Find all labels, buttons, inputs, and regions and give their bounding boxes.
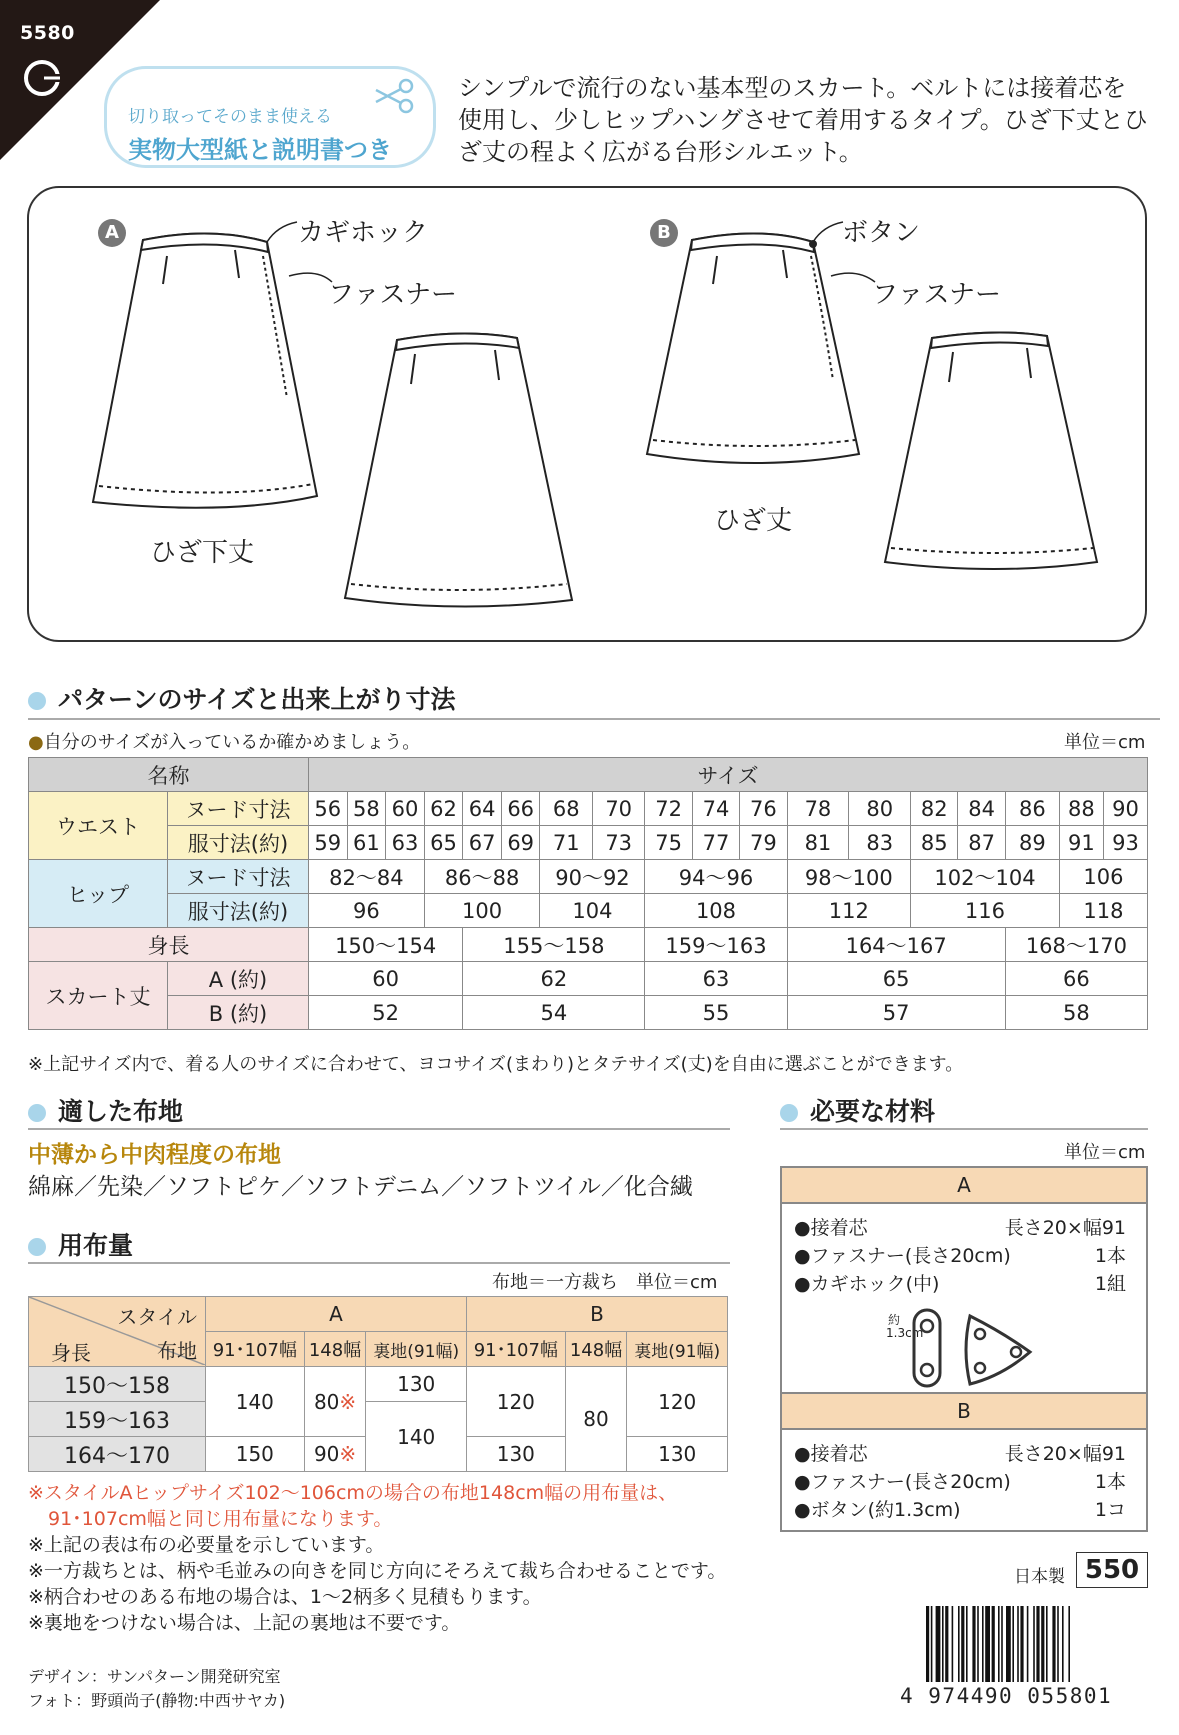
size-note: ●自分のサイズが入っているか確かめましょう。 <box>28 732 421 753</box>
description-line: 使用し、少しヒップハングさせて着用するタイプ。ひざ下丈とひ <box>458 106 1148 134</box>
size-table <box>28 757 1148 1030</box>
barcode-bar <box>977 1606 979 1682</box>
design-credit: デザイン：サンパターン開発研究室 <box>28 1667 281 1686</box>
button-label: ボタン <box>842 218 921 248</box>
divider <box>28 718 1160 720</box>
header-height: 身長 <box>51 1341 91 1365</box>
barcode-bar <box>1020 1606 1023 1682</box>
hip-garment-cell: 118 <box>1059 894 1147 928</box>
divider <box>28 1128 730 1130</box>
waist-nude-cell: 68 <box>540 792 592 826</box>
barcode-bar <box>1062 1606 1064 1682</box>
hip-nude-cell: 106 <box>1059 860 1147 894</box>
waist-nude-cell: 66 <box>501 792 540 826</box>
waist-nude-label: ヌード寸法 <box>168 792 309 826</box>
waist-nude-cell: 62 <box>424 792 463 826</box>
bullet-icon <box>28 1238 46 1256</box>
barcode-bar <box>985 1606 990 1682</box>
size-section-title: パターンのサイズと出来上がり寸法 <box>28 680 456 716</box>
hook-label: カギホック <box>298 218 429 248</box>
hip-nude-cell: 86〜88 <box>424 860 540 894</box>
length-label-b: ひざ丈 <box>714 506 793 536</box>
barcode-bar <box>1033 1606 1035 1682</box>
skirt-b-cell: 58 <box>1005 996 1147 1030</box>
badge-line1: 切り取ってそのまま使える <box>128 107 332 127</box>
note-line: ※上記の表は布の必要量を示しています。 <box>28 1534 385 1556</box>
materials-box <box>780 1166 1148 1532</box>
waist-garment-cell: 61 <box>347 826 386 860</box>
barcode-bar <box>1027 1606 1029 1682</box>
waist-nude-row <box>29 792 1148 826</box>
b-91-cell: 130 <box>466 1437 565 1472</box>
waist-nude-cell: 78 <box>787 792 849 826</box>
pattern-description <box>458 72 1158 168</box>
leader-zipper-a <box>289 273 332 282</box>
barcode-bar <box>966 1606 968 1682</box>
bullet-icon <box>28 1104 46 1122</box>
note-line: ※裏地をつけない場合は、上記の裏地は不要です。 <box>28 1612 461 1634</box>
skirt-b-front <box>647 233 859 463</box>
made-in-label: 日本製 <box>1014 1567 1065 1587</box>
yardage-notes <box>28 1480 726 1636</box>
a-91-cell: 150 <box>206 1437 305 1472</box>
materials-b-head: B <box>782 1392 1146 1430</box>
note-line: ※柄合わせのある布地の場合は、1〜2柄多く見積もります。 <box>28 1586 542 1608</box>
material-item: ●接着芯 長さ20×幅91 <box>794 1217 1126 1239</box>
barcode-icon <box>924 1606 1146 1694</box>
hook-illustration <box>794 1298 1134 1392</box>
yardage-section-title: 用布量 <box>28 1226 133 1262</box>
barcode-bar <box>1017 1606 1019 1682</box>
hook-size-label: 約1.3cm <box>886 1313 924 1340</box>
barcode-bar <box>1041 1606 1044 1682</box>
header-b-w1: 91･107幅 <box>466 1332 565 1367</box>
height-label: 身長 <box>29 928 309 962</box>
header-a-w3: 裏地(91幅) <box>366 1332 467 1367</box>
height-row-label: 164〜170 <box>29 1437 206 1472</box>
waist-garment-cell: 67 <box>463 826 502 860</box>
waist-garment-cell: 89 <box>1005 826 1059 860</box>
a-lining-cell: 140 <box>366 1402 467 1472</box>
waist-garment-row <box>29 826 1148 860</box>
description-line: シンプルで流行のない基本型のスカート。ベルトには接着芯を <box>458 74 1127 102</box>
waist-garment-cell: 59 <box>309 826 348 860</box>
skirt-a-front <box>93 233 317 507</box>
zipper-label-b: ファスナー <box>872 280 1001 310</box>
hip-nude-cell: 90〜92 <box>540 860 645 894</box>
waist-nude-cell: 76 <box>740 792 787 826</box>
materials-title: 必要な材料 <box>780 1092 935 1128</box>
barcode-bar <box>942 1606 944 1682</box>
materials-unit: 単位＝cm <box>1064 1142 1146 1163</box>
size-unit: 単位＝cm <box>1064 732 1146 753</box>
barcode-bar <box>961 1606 964 1682</box>
waist-garment-cell: 63 <box>386 826 425 860</box>
height-cell: 155〜158 <box>463 928 645 962</box>
waist-garment-cell: 87 <box>958 826 1005 860</box>
skirt-b-cell: 55 <box>645 996 787 1030</box>
yardage-table <box>28 1296 728 1472</box>
skirt-illustrations <box>27 186 1147 642</box>
waist-garment-cell: 69 <box>501 826 540 860</box>
hip-garment-cell: 116 <box>911 894 1060 928</box>
barcode-bar <box>958 1606 960 1682</box>
waist-nude-cell: 84 <box>958 792 1005 826</box>
waist-nude-cell: 72 <box>645 792 692 826</box>
header-a: A <box>206 1297 467 1332</box>
waist-garment-cell: 85 <box>911 826 958 860</box>
skirt-length-label: スカート丈 <box>29 962 168 1030</box>
divider <box>780 1128 1148 1130</box>
waist-nude-cell: 58 <box>347 792 386 826</box>
skirt-b-cell: 54 <box>463 996 645 1030</box>
header-b: B <box>466 1297 727 1332</box>
description-line: ざ丈の程よく広がる台形シルエット。 <box>458 138 863 166</box>
waist-garment-cell: 83 <box>849 826 911 860</box>
header-name: 名称 <box>29 758 309 792</box>
a-lining-cell: 130 <box>366 1367 467 1402</box>
skirt-b-cell: 52 <box>309 996 463 1030</box>
barcode-bar <box>982 1606 984 1682</box>
height-row-label: 159〜163 <box>29 1402 206 1437</box>
waist-garment-cell: 77 <box>692 826 739 860</box>
waist-nude-cell: 60 <box>386 792 425 826</box>
waist-nude-cell: 56 <box>309 792 348 826</box>
hip-nude-cell: 98〜100 <box>787 860 911 894</box>
barcode-bar <box>945 1606 948 1682</box>
skirt-b-back <box>885 332 1097 569</box>
skirt-a-cell: 60 <box>309 962 463 996</box>
skirt-a-cell: 63 <box>645 962 787 996</box>
photo-credit: フォト：野頭尚子(静物:中西サヤカ) <box>28 1691 286 1710</box>
hook-eye-icon <box>910 1306 1070 1392</box>
barcode-bar <box>1057 1606 1059 1682</box>
material-item: ●ファスナー(長さ20cm) 1本 <box>794 1471 1126 1493</box>
skirt-a-cell: 66 <box>1005 962 1147 996</box>
scissors-icon <box>370 76 416 116</box>
header-size: サイズ <box>309 758 1148 792</box>
waist-nude-cell: 82 <box>911 792 958 826</box>
fabric-types: 綿麻／先染／ソフトピケ／ソフトデニム／ソフトツイル／化合繊 <box>28 1174 693 1200</box>
header-a-w2: 148幅 <box>304 1332 366 1367</box>
barcode-bar <box>992 1606 995 1682</box>
material-item: ●カギホック(中) 1組 <box>794 1273 1126 1295</box>
yardage-unit-note: 布地＝一方裁ち 単位＝cm <box>492 1272 718 1293</box>
bullet-icon <box>780 1104 798 1122</box>
material-item: ●接着芯 長さ20×幅91 <box>794 1443 1126 1465</box>
barcode-bar <box>1001 1606 1003 1682</box>
material-item: ●ボタン(約1.3cm) 1コ <box>794 1499 1126 1521</box>
waist-nude-cell: 90 <box>1103 792 1147 826</box>
hip-garment-cell: 104 <box>540 894 645 928</box>
hip-garment-cell: 100 <box>424 894 540 928</box>
hip-garment-cell: 96 <box>309 894 425 928</box>
corner-header-cell <box>29 1297 206 1367</box>
materials-a-head: A <box>782 1168 1146 1204</box>
barcode-bar <box>972 1606 975 1682</box>
waist-label: ウエスト <box>29 792 168 860</box>
hip-nude-label: ヌード寸法 <box>168 860 309 894</box>
skirt-a-label: A (約) <box>168 962 309 996</box>
barcode-bar <box>1068 1606 1070 1682</box>
length-label-a: ひざ下丈 <box>150 538 255 568</box>
leader-zipper-b <box>831 273 875 282</box>
hip-garment-label: 服寸法(約) <box>168 894 309 928</box>
leader-hook <box>267 222 297 242</box>
waist-garment-cell: 91 <box>1059 826 1103 860</box>
waist-nude-cell: 88 <box>1059 792 1103 826</box>
hip-garment-row <box>29 894 1148 928</box>
hip-label: ヒップ <box>29 860 168 928</box>
header-style: スタイル <box>117 1305 197 1329</box>
waist-garment-label: 服寸法(約) <box>168 826 309 860</box>
barcode-bar <box>936 1606 941 1682</box>
header-a-w1: 91･107幅 <box>206 1332 305 1367</box>
height-cell: 168〜170 <box>1005 928 1147 962</box>
price-box: 550 <box>1076 1552 1148 1588</box>
skirt-a-back <box>345 333 572 606</box>
b-91-cell: 120 <box>466 1367 565 1437</box>
barcode-bar <box>1046 1606 1048 1682</box>
skirt-b-row <box>29 996 1148 1030</box>
style-b-mark: B <box>650 219 678 247</box>
barcode-bar <box>1006 1606 1011 1682</box>
waist-garment-cell: 71 <box>540 826 592 860</box>
barcode-bar <box>926 1606 929 1682</box>
material-item: ●ファスナー(長さ20cm) 1本 <box>794 1245 1126 1267</box>
waist-nude-cell: 86 <box>1005 792 1059 826</box>
waist-garment-cell: 75 <box>645 826 692 860</box>
waist-garment-cell: 81 <box>787 826 849 860</box>
barcode-bar <box>998 1606 1000 1682</box>
divider <box>28 1262 730 1264</box>
barcode-bar <box>1036 1606 1039 1682</box>
height-row-label: 150〜158 <box>29 1367 206 1402</box>
b-lining-cell: 130 <box>627 1437 728 1472</box>
header-b-w3: 裏地(91幅) <box>627 1332 728 1367</box>
a-91-cell: 140 <box>206 1367 305 1437</box>
header-b-w2: 148幅 <box>565 1332 627 1367</box>
hip-nude-cell: 94〜96 <box>645 860 787 894</box>
height-cell: 150〜154 <box>309 928 463 962</box>
fabric-subtitle: 中薄から中肉程度の布地 <box>28 1142 281 1168</box>
waist-garment-cell: 73 <box>592 826 644 860</box>
waist-garment-cell: 79 <box>740 826 787 860</box>
hip-nude-row <box>29 860 1148 894</box>
size-footnote: ※上記サイズ内で、着る人のサイズに合わせて、ヨコサイズ(まわり)とタテサイズ(丈)を自由に選ぶことができます。 <box>28 1054 964 1075</box>
badge-line2: 実物大型紙と説明書つき <box>128 136 392 164</box>
waist-nude-cell: 64 <box>463 792 502 826</box>
skirt-a-cell: 62 <box>463 962 645 996</box>
b-148-cell: 80 <box>565 1367 627 1472</box>
note-line: ※一方裁ちとは、柄や毛並みの向きを同じ方向にそろえて裁ち合わせることです。 <box>28 1560 727 1582</box>
zipper-label-a: ファスナー <box>328 280 457 310</box>
waist-nude-cell: 80 <box>849 792 911 826</box>
hip-garment-cell: 112 <box>787 894 911 928</box>
waist-nude-cell: 74 <box>692 792 739 826</box>
b-lining-cell: 120 <box>627 1367 728 1437</box>
height-cell: 159〜163 <box>645 928 787 962</box>
height-row <box>29 928 1148 962</box>
waist-garment-cell: 65 <box>424 826 463 860</box>
skirt-b-cell: 57 <box>787 996 1005 1030</box>
height-cell: 164〜167 <box>787 928 1005 962</box>
header-fabric: 布地 <box>157 1339 197 1363</box>
barcode-bar <box>1052 1606 1055 1682</box>
barcode-number: 4 974490 055801 <box>900 1684 1113 1708</box>
skirt-a-cell: 65 <box>787 962 1005 996</box>
pattern-number: 5580 <box>20 22 75 44</box>
barcode-bar <box>1012 1606 1014 1682</box>
hip-garment-cell: 108 <box>645 894 787 928</box>
red-note-line: ※スタイルAヒップサイズ102〜106cmの場合の布地148cm幅の用布量は、 <box>28 1482 678 1504</box>
skirt-b-label: B (約) <box>168 996 309 1030</box>
a-148-cell: 90※ <box>304 1437 366 1472</box>
hip-nude-cell: 82〜84 <box>309 860 425 894</box>
hip-nude-cell: 102〜104 <box>911 860 1060 894</box>
fabric-section-title: 適した布地 <box>28 1092 183 1128</box>
style-a-mark: A <box>98 219 126 247</box>
bullet-icon <box>28 692 46 710</box>
skirt-a-row <box>29 962 1148 996</box>
a-148-cell: 80※ <box>304 1367 366 1437</box>
barcode-bar <box>952 1606 954 1682</box>
waist-garment-cell: 93 <box>1103 826 1147 860</box>
waist-nude-cell: 70 <box>592 792 644 826</box>
red-note-line: 91･107cm幅と同じ用布量になります。 <box>48 1508 393 1530</box>
barcode-bar <box>931 1606 933 1682</box>
brand-logo-icon <box>22 56 66 100</box>
leader-button <box>813 222 843 242</box>
